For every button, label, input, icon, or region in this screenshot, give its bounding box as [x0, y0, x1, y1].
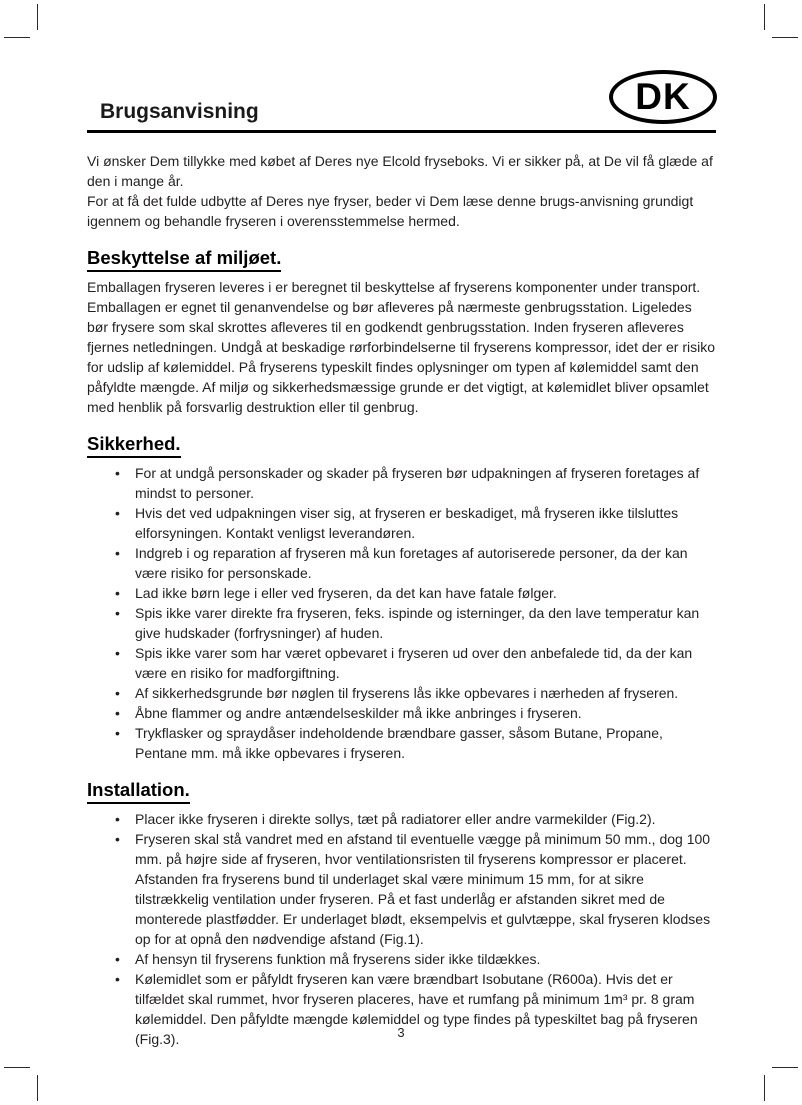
section-heading-safety-label: Sikkerhed.	[87, 433, 181, 458]
installation-bullet-list	[87, 809, 716, 1049]
bullet-item: • Spis ikke varer som har været opbevaret i fryseren ud over den anbefalede tid, da der kan være en risiko for madforgiftning.	[87, 643, 716, 683]
section-heading-environment	[87, 247, 716, 272]
bullet-item: • Lad ikke børn lege i eller ved fryseren, da det kan have fatale følger.	[87, 583, 716, 603]
intro-block	[87, 151, 716, 231]
page-number: 3	[397, 1025, 405, 1040]
bullet-item: • Trykflasker og spraydåser indeholdende brændbare gasser, såsom Butane, Propane, Pentane mm. må ikke opbevares i fryseren.	[87, 723, 716, 763]
crop-mark-bottom-right-vertical	[764, 1075, 765, 1101]
crop-mark-top-left-horizontal	[4, 37, 30, 38]
safety-bullet-list	[87, 463, 716, 763]
intro-paragraph-1: Vi ønsker Dem tillykke med købet af Deres nye Elcold fryseboks. Vi er sikker på, at De vil få glæde af den i mange år.	[87, 153, 713, 189]
intro-paragraph-2: For at få det fulde udbytte af Deres nye fryser, beder vi Dem læse denne brugs-anvisning grundigt igennem og behandle fryseren i overensstemmelse hermed.	[87, 193, 694, 229]
crop-mark-top-left-vertical	[37, 4, 38, 30]
section-heading-installation	[87, 779, 716, 804]
bullet-item: • Indgreb i og reparation af fryseren må kun foretages af autoriserede personer, da der kan være risiko for personskade.	[87, 543, 716, 583]
crop-mark-bottom-right-horizontal	[772, 1067, 798, 1068]
title-rule	[87, 130, 716, 133]
crop-mark-bottom-left-horizontal	[4, 1067, 30, 1068]
bullet-item: • Af sikkerhedsgrunde bør nøglen til fryserens lås ikke opbevares i nærheden af fryseren.	[87, 683, 716, 703]
bullet-item: • Kølemidlet som er påfyldt fryseren kan være brændbart Isobutane (R600a). Hvis det er tilfældet skal rummet, hvor fryseren placeres, have et rumfang på minimum 1m³ pr. 8 gram kølemiddel. Den påfyldte mængde kølemiddel og type findes på typeskiltet bag på fryseren (Fig.3).	[87, 969, 716, 1049]
bullet-item: • For at undgå personskader og skader på fryseren bør udpakningen af fryseren foretages af mindst to personer.	[87, 463, 716, 503]
page-content	[87, 0, 716, 1049]
section-heading-installation-label: Installation.	[87, 779, 190, 804]
bullet-item: • Spis ikke varer direkte fra fryseren, feks. ispinde og isterninger, da den lave temperatur kan give hudskader (forfrysninger) af huden.	[87, 603, 716, 643]
bullet-item: • Fryseren skal stå vandret med en afstand til eventuelle vægge på minimum 50 mm., dog 100 mm. på højre side af fryseren, hvor ventilationsristen til fryserens kompressor er placeret. Afstanden fra fryserens bund til underlaget skal være minimum 15 mm, for at sikre tilstrækkelig ventilation under fryseren. På et fast underlåg er afstanden sikret med de monterede plastfødder. Er underlaget blødt, eksempelvis et gulvtæppe, skal fryseren klodses op for at opnå den nødvendige afstand (Fig.1).	[87, 829, 716, 949]
environment-body: Emballagen fryseren leveres i er beregnet til beskyttelse af fryserens komponenter under transport. Emballagen er egnet til genanvendelse og bør afleveres på nærmeste genbrugsstation. Ligeledes bør frysere som skal skrottes afleveres til en godkendt genbrugsstation. Inden fryseren afleveres fjernes netledningen. Undgå at beskadige rørforbindelserne til fryserens kompressor, idet der er risiko for udslip af kølemiddel. På fryserens typeskilt findes oplysninger om typen af kølemiddel samt den påfyldte mængde. Af miljø og sikkerhedsmæssige grunde er det vigtigt, at kølemidlet bliver opsamlet med henblik på forsvarlig destruktion eller til genbrug.	[87, 279, 715, 415]
bullet-item: • Hvis det ved udpakningen viser sig, at fryseren er beskadiget, må fryseren ikke tilsluttes elforsyningen. Kontakt venligst leverandøren.	[87, 503, 716, 543]
bullet-item: • Åbne flammer og andre antændelseskilder må ikke anbringes i fryseren.	[87, 703, 716, 723]
section-heading-safety	[87, 433, 716, 458]
crop-mark-bottom-left-vertical	[37, 1075, 38, 1101]
bullet-item: • Af hensyn til fryserens funktion må fryserens sider ikke tildækkes.	[87, 949, 716, 969]
crop-mark-top-right-vertical	[764, 4, 765, 30]
section-heading-environment-label: Beskyttelse af miljøet.	[87, 247, 281, 272]
crop-mark-top-right-horizontal	[772, 37, 798, 38]
dk-country-badge-label: DK	[635, 76, 691, 117]
bullet-item: • Placer ikke fryseren i direkte sollys, tæt på radiatorer eller andre varmekilder (Fig.2).	[87, 809, 716, 829]
page-title: Brugsanvisning	[100, 100, 259, 123]
